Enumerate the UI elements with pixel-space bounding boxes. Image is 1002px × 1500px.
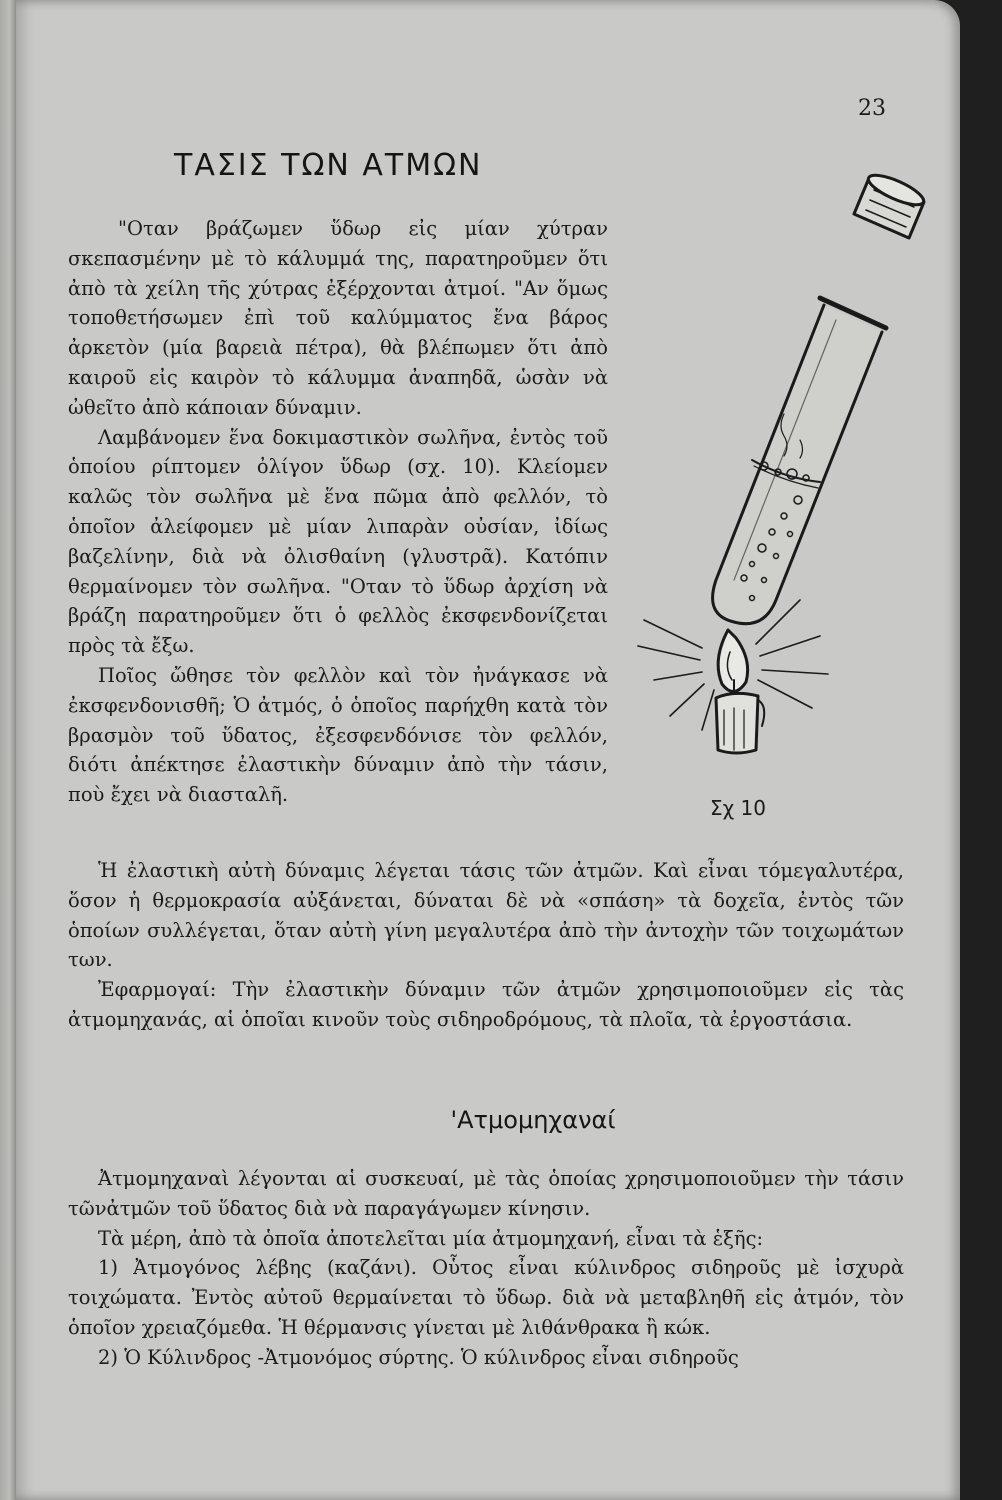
paragraph-boiling-pot: "Οταν βράζωμεν ὕδωρ εἰς μίαν χύτραν σκεπασμένην μὲ τὸ κάλυμμά της, παρατηροῦμεν ὅτι ἀπὸ τὰ χείλη τῆς χύτρας ἐξέρχονται ἀτμοί. "Αν ὅμως τοποθετήσωμεν ἐπὶ τοῦ καλύμματος ἕνα βάρος ἀρκετὸν (μία βαρειὰ πέτρα), θὰ βλέπωμεν ὅτι ἀπὸ καιροῦ εἰς καιρὸν τὸ κάλυμμα ἀναπηδᾶ, ὡσὰν νὰ ὠθεῖτο ἀπὸ κάποιαν δύναμιν. [68, 217, 608, 419]
paragraph-boiler: 1) Ἀτμογόνος λέβης (καζάνι). Οὗτος εἶναι κύλινδρος σιδηροῦς μὲ ἰσχυρὰ τοιχώματα. Ἐντὸς αὐτοῦ θερμαίνεται τὸ ὕδωρ. διὰ νὰ μεταβληθῆ εἰς ἀτμόν, τὸν ὁποῖον χρειαζόμεθα. Ἡ θέρμανσις γίνεται μὲ λιθάνθρακα ἢ κώκ. [68, 1256, 904, 1339]
paragraph-applications: Ἐφαρμογαί: Τὴν ἐλαστικὴν δύναμιν τῶν ἀτμῶν χρησιμοποιοῦμεν εἰς τὰς ἀτμομηχανάς, αἱ ὁποῖαι κινοῦν τοὺς σιδηροδρόμους, τὰ πλοῖα, τὰ ἐργοστάσια. [68, 978, 904, 1031]
page-title: ΤΑΣΙΣ ΤΩΝ ΑΤΜΩΝ [174, 148, 483, 183]
vapor-pressure-section [68, 856, 904, 1035]
steam-engine-section [68, 1164, 904, 1373]
test-tube-illustration [624, 160, 954, 760]
paragraph-steam-engine-definition: Ἀτμομηχαναὶ λέγονται αἱ συσκευαί, μὲ τὰς ὁποίας χρησιμοποιοῦμεν τὴν τάσιν τῶνἀτμῶν τοῦ ὕδατος διὰ νὰ παραγάγωμεν κίνησιν. [68, 1167, 904, 1220]
paragraph-test-tube: Λαμβάνομεν ἕνα δοκιμαστικὸν σωλῆνα, ἐντὸς τοῦ ὁποίου ρίπτομεν ὀλίγον ὕδωρ (σχ. 10). Κλείομεν καλῶς τὸν σωλῆνα μὲ ἕνα πῶμα ἀπὸ φελλόν, τὸ ὁποῖον ἀλείφομεν μὲ μίαν λιπαρὰν οὐσίαν, ἰδίως βαζελίνην, διὰ νὰ ὀλισθαίνη (γλυστρᾶ). Κατόπιν θερμαίνομεν τὸν σωλῆνα. "Οταν τὸ ὕδωρ ἀρχίση νὰ βράζη παρατηροῦμεν ὅτι ὁ φελλὸς ἐκσφενδονίζεται πρὸς τὰ ἔξω. [68, 425, 608, 658]
page-number: 23 [858, 96, 886, 121]
page-edge [0, 0, 16, 1500]
intro-column [68, 214, 608, 810]
candle-icon [716, 680, 764, 753]
paragraph-parts-intro: Τὰ μέρη, ἀπὸ τὰ ὁποῖα ἀποτελεῖται μία ἀτμομηχανή, εἶναι τὰ ἑξῆς: [98, 1226, 764, 1250]
paragraph-elastic-force: Ἡ ἐλαστικὴ αὐτὴ δύναμις λέγεται τάσις τῶν ἀτμῶν. Καὶ εἶναι τόμεγαλυτέρα, ὅσον ἡ θερμοκρασία αὐξάνεται, δύναται δὲ νὰ «σπάση» τὰ δοχεῖα, ἐντὸς τῶν ὁποίων συλλέγεται, ὅταν αὐτὴ γίνη μεγαλυτέρα ἀπὸ τὴν ἀντοχὴν τῶν τοιχωμάτων των. [68, 859, 904, 972]
test-tube-icon [713, 305, 882, 624]
figure-caption: Σχ 10 [710, 796, 766, 820]
book-page [16, 0, 960, 1500]
paragraph-cork-explanation: Ποῖος ὤθησε τὸν φελλὸν καὶ τὸν ἠνάγκασε νὰ ἐκσφενδονισθῆ; Ὁ ἀτμός, ὁ ὁποῖος παρήχθη κατὰ τὸν βρασμὸν τοῦ ὕδατος, ἐξεσφενδόνισε τὸν φελλόν, διότι ἀπέκτησε ἐλαστικὴν δύναμιν ἀπὸ τὴν τάσιν, ποὺ ἔχει νὰ διασταλῆ. [68, 663, 608, 807]
paragraph-cylinder: 2) Ὁ Κύλινδρος -Ἀτμονόμος σύρτης. Ὁ κύλινδρος εἶναι σιδηροῦς [98, 1345, 739, 1369]
section-heading-steam-engines: 'Ατμομηχαναί [450, 1106, 616, 1134]
cork-icon [854, 170, 927, 238]
